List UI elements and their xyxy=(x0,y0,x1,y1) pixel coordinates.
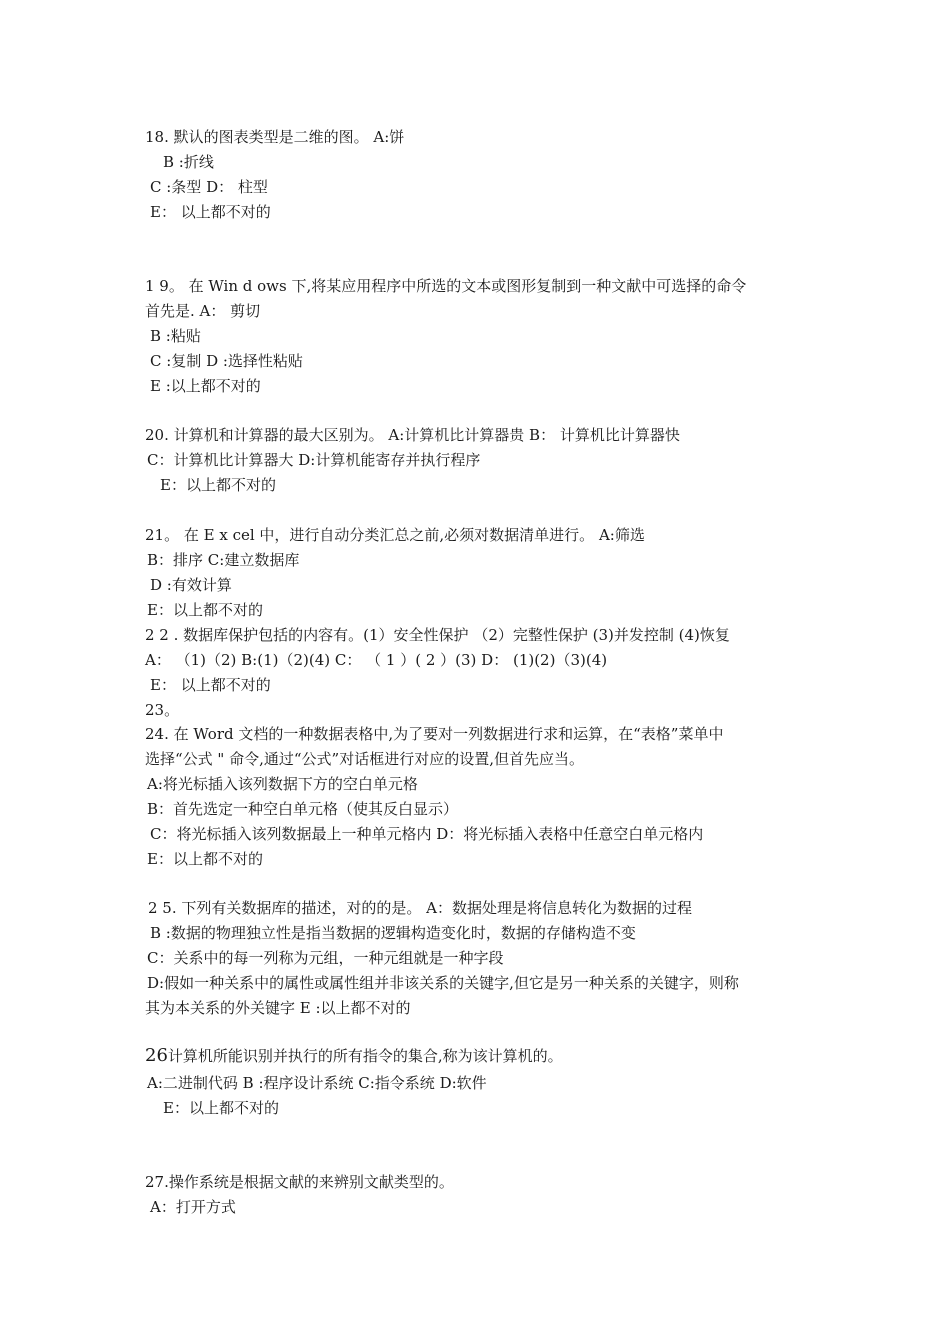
q25-line-2: B :数据的物理独立性是指当数据的逻辑构造变化时，数据的存储构造不变 xyxy=(150,924,636,942)
q18-line-3: C :条型 D： 柱型 xyxy=(150,178,268,196)
q26-question-text: 计算机所能识别并执行的所有指令的集合,称为该计算机的。 xyxy=(167,1047,563,1065)
q20-line-3: E：以上都不对的 xyxy=(160,476,276,494)
q22-line-3: E： 以上都不对的 xyxy=(150,676,271,694)
q24-line-4: B：首先选定一种空白单元格（使其反白显示） xyxy=(147,800,459,818)
q24-line-5: C：将光标插入该列数据最上一种单元格内 D：将光标插入表格中任意空白单元格内 xyxy=(150,825,704,843)
q25-line-5: 其为本关系的外关键字 E :以上都不对的 xyxy=(145,999,411,1017)
q19-line-2: 首先是. A： 剪切 xyxy=(145,302,261,320)
q18-line-1: 18. 默认的图表类型是二维的图。 A:饼 xyxy=(145,128,405,146)
q26-number: 26 xyxy=(145,1045,168,1066)
q25-line-4: D:假如一种关系中的属性或属性组并非该关系的关键字,但它是另一种关系的关键字，则称 xyxy=(147,974,739,992)
q24-line-6: E：以上都不对的 xyxy=(147,850,263,868)
q18-line-4: E： 以上都不对的 xyxy=(150,203,271,221)
q20-line-2: C：计算机比计算器大 D:计算机能寄存并执行程序 xyxy=(147,451,481,469)
q25-line-1: 2 5. 下列有关数据库的描述，对的的是。 A：数据处理是将信息转化为数据的过程 xyxy=(148,899,692,917)
q19-line-5: E :以上都不对的 xyxy=(150,377,261,395)
q27-line-1: 27.操作系统是根据文献的来辨别文献类型的。 xyxy=(145,1173,454,1191)
q18-line-2: B :折线 xyxy=(163,153,214,171)
q26-line-2: A:二进制代码 B :程序设计系统 C:指令系统 D:软件 xyxy=(147,1074,487,1092)
q20-line-1: 20. 计算机和计算器的最大区别为。 A:计算机比计算器贵 B： 计算机比计算器快 xyxy=(145,426,680,444)
q24-line-1: 24. 在 Word 文档的一种数据表格中,为了要对一列数据进行求和运算，在“表格”菜单中 xyxy=(145,725,724,743)
q21-line-4: E：以上都不对的 xyxy=(147,601,263,619)
q23-line-1: 23。 xyxy=(145,701,180,719)
q19-line-3: B :粘贴 xyxy=(150,327,201,345)
q24-line-2: 选择“公式 " 命令,通过“公式”对话框进行对应的设置,但首先应当。 xyxy=(145,750,584,768)
q19-line-4: C :复制 D :选择性粘贴 xyxy=(150,352,303,370)
q26-line-3: E：以上都不对的 xyxy=(163,1099,279,1117)
q22-line-2: A： （1)（2) B:(1)（2)(4) C： （ 1 ）( 2 ）(3) D： (1)(2)（3)(4) xyxy=(145,651,608,669)
q26-line-1 xyxy=(145,1046,563,1066)
q19-line-1: 1 9。 在 Win d ows 下,将某应用程序中所选的文本或图形复制到一种文献中可选择的命令 xyxy=(145,277,747,295)
q24-line-3: A:将光标插入该列数据下方的空白单元格 xyxy=(147,775,418,793)
q21-line-2: B：排序 C:建立数据库 xyxy=(147,551,300,569)
q21-line-3: D :有效计算 xyxy=(150,576,232,594)
q25-line-3: C：关系中的每一列称为元组，一种元组就是一种字段 xyxy=(147,949,504,967)
q22-line-1: 2 2 . 数据库保护包括的内容有。(1）安全性保护 （2）完整性保护 (3)并发控制 (4)恢复 xyxy=(145,626,730,644)
q21-line-1: 21。 在 E x cel 中，进行自动分类汇总之前,必须对数据清单进行。 A:筛选 xyxy=(145,526,645,544)
q27-line-2: A：打开方式 xyxy=(150,1198,236,1216)
